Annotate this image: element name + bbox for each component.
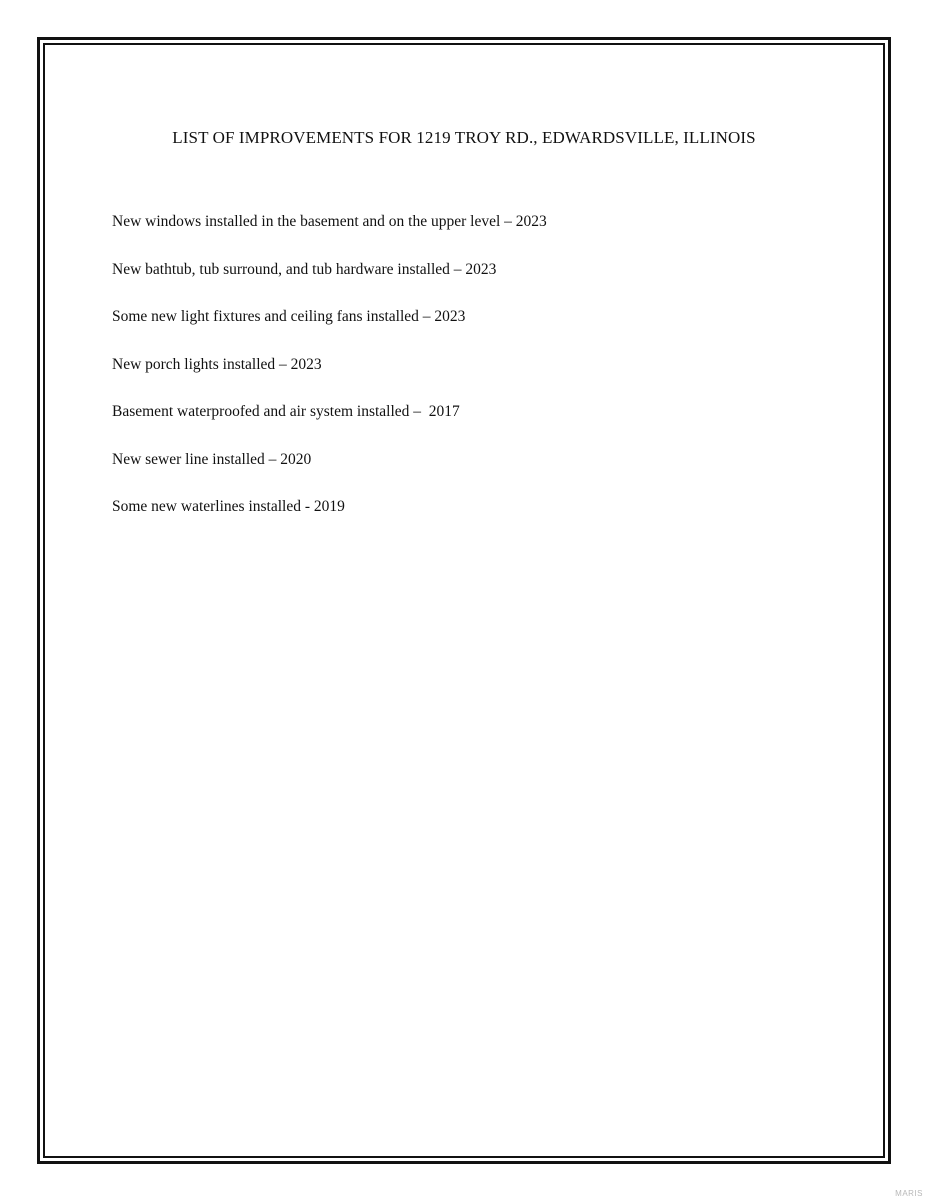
- list-item: New bathtub, tub surround, and tub hardware installed – 2023: [112, 260, 497, 278]
- page-border: [37, 37, 891, 1164]
- list-item: Some new waterlines installed - 2019: [112, 498, 345, 515]
- document-title: LIST OF IMPROVEMENTS FOR 1219 TROY RD., EDWARDSVILLE, ILLINOIS: [172, 128, 756, 147]
- list-item: Some new light fixtures and ceiling fans installed – 2023: [112, 308, 466, 325]
- list-item: New windows installed in the basement and on the upper level – 2023: [112, 213, 547, 230]
- list-item: New porch lights installed – 2023: [112, 355, 322, 373]
- page-border-inner: [43, 43, 885, 1158]
- list-item: Basement waterproofed and air system installed – 2017: [112, 403, 460, 420]
- watermark: MARIS: [895, 1189, 923, 1198]
- improvements-list: [112, 212, 547, 545]
- list-item: New sewer line installed – 2020: [112, 450, 312, 468]
